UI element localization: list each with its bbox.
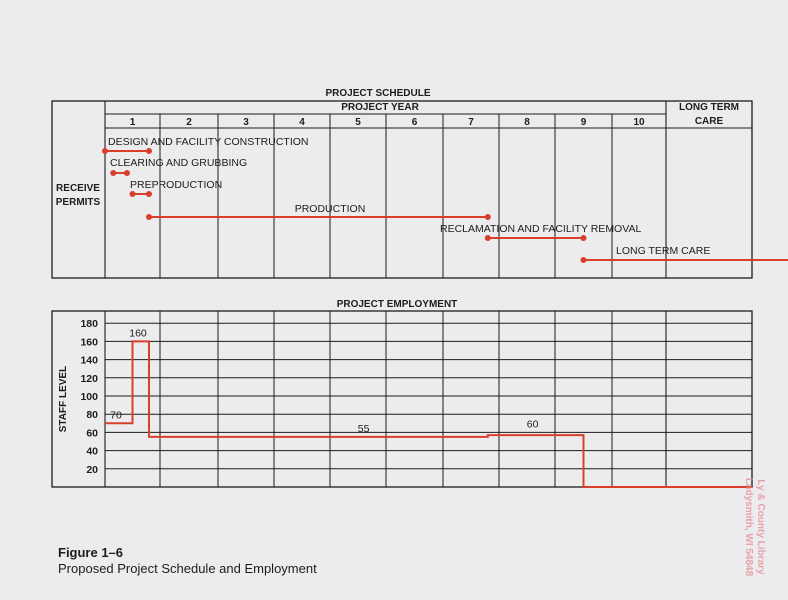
task-label-clearing-and-grubbing: CLEARING AND GRUBBING bbox=[110, 157, 248, 169]
receive-permits-line1: RECEIVE bbox=[56, 183, 100, 194]
value-label-55: 55 bbox=[357, 422, 370, 435]
ytick-140: 140 bbox=[80, 354, 98, 367]
task-start-dot bbox=[146, 214, 152, 220]
receive-permits-line2: PERMITS bbox=[55, 197, 101, 208]
figure-number: Figure 1–6 bbox=[58, 545, 124, 560]
year-7-label: 7 bbox=[468, 117, 474, 128]
year-8-label: 8 bbox=[524, 117, 530, 128]
ytick-40: 40 bbox=[86, 445, 98, 458]
ytick-180: 180 bbox=[80, 318, 98, 331]
task-start-dot bbox=[130, 191, 136, 197]
task-label-preproduction: PREPRODUCTION bbox=[130, 179, 223, 191]
year-6-label: 6 bbox=[411, 117, 418, 128]
task-end-dot bbox=[124, 170, 130, 176]
task-end-dot bbox=[485, 214, 491, 220]
task-start-dot bbox=[110, 170, 116, 176]
employment-title: PROJECT EMPLOYMENT bbox=[336, 299, 458, 310]
long-term-header-line1: LONG TERM bbox=[679, 102, 739, 113]
schedule-title: PROJECT SCHEDULE bbox=[325, 88, 431, 99]
task-label-reclamation-and-facility-removal: RECLAMATION AND FACILITY REMOVAL bbox=[440, 223, 642, 235]
year-1-label: 1 bbox=[129, 117, 136, 128]
task-end-dot bbox=[146, 148, 152, 154]
task-label-design-and-facility-construction: DESIGN AND FACILITY CONSTRUCTION bbox=[108, 136, 309, 148]
year-3-label: 3 bbox=[243, 117, 249, 128]
stamp-line-2: Ladysmith, WI 54848 bbox=[743, 477, 755, 577]
task-label-long-term-care: LONG TERM CARE bbox=[616, 245, 711, 257]
ytick-80: 80 bbox=[86, 409, 98, 422]
task-start-dot bbox=[581, 257, 587, 263]
ytick-60: 60 bbox=[86, 427, 98, 440]
year-10-label: 10 bbox=[633, 117, 645, 128]
task-label-production: PRODUCTION bbox=[294, 203, 366, 215]
figure-caption bbox=[58, 545, 317, 577]
year-4-label: 4 bbox=[299, 117, 305, 128]
project-employment-chart bbox=[52, 299, 752, 487]
ytick-160: 160 bbox=[80, 336, 98, 349]
year-9-label: 9 bbox=[580, 117, 587, 128]
task-end-dot bbox=[146, 191, 152, 197]
year-5-label: 5 bbox=[355, 117, 361, 128]
project-schedule-chart bbox=[52, 88, 788, 278]
figure-title: Proposed Project Schedule and Employment bbox=[58, 561, 317, 576]
value-label-160: 160 bbox=[129, 327, 147, 340]
ytick-100: 100 bbox=[80, 391, 98, 403]
ytick-20: 20 bbox=[86, 463, 98, 476]
staff-level-axis-label: STAFF LEVEL bbox=[58, 365, 69, 433]
year-2-label: 2 bbox=[186, 117, 192, 128]
employment-frame bbox=[52, 311, 752, 487]
task-start-dot bbox=[102, 148, 108, 154]
ytick-120: 120 bbox=[80, 372, 98, 385]
value-label-70: 70 bbox=[110, 409, 122, 422]
library-stamp bbox=[742, 478, 766, 576]
long-term-header-line2: CARE bbox=[694, 116, 724, 127]
stamp-line-1: Ly & County Library bbox=[755, 479, 767, 575]
value-label-60: 60 bbox=[526, 418, 539, 431]
project-year-header: PROJECT YEAR bbox=[341, 102, 419, 113]
task-end-dot bbox=[581, 235, 587, 241]
task-start-dot bbox=[485, 235, 491, 241]
